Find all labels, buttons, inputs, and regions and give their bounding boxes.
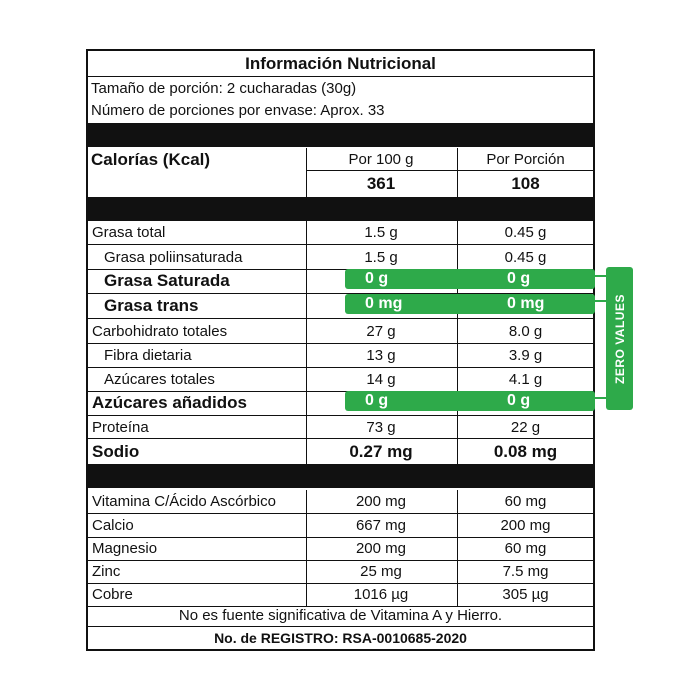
mineral-row bbox=[88, 514, 593, 537]
nutrient-per-100g: 0.27 mg bbox=[349, 442, 413, 461]
mineral-per-100g: 667 mg bbox=[355, 517, 407, 534]
nutrient-per-100g: 1.5 g bbox=[364, 223, 398, 241]
mineral-name: Vitamina C/Ácido Ascórbico bbox=[92, 493, 276, 510]
nutrient-row bbox=[88, 245, 593, 269]
footnote: No es fuente significativa de Vitamina A y Hierro. bbox=[178, 606, 503, 624]
mineral-per-serving: 7.5 mg bbox=[502, 563, 549, 580]
mineral-name: Zinc bbox=[92, 563, 121, 580]
mineral-per-100g: 25 mg bbox=[360, 563, 402, 580]
zero-highlight-bar bbox=[345, 269, 595, 289]
black-band bbox=[88, 197, 593, 221]
mineral-per-serving: 60 mg bbox=[504, 493, 547, 510]
nutrient-name: Fibra dietaria bbox=[104, 346, 192, 364]
nutrient-name: Sodio bbox=[92, 442, 140, 461]
nutrient-per-100g: 13 g bbox=[366, 346, 396, 364]
zero-highlight-bar bbox=[345, 391, 595, 411]
mineral-name: Magnesio bbox=[92, 540, 158, 557]
nutrient-per-100g: 73 g bbox=[366, 418, 396, 436]
per-serving-header: Por Porción bbox=[486, 150, 565, 168]
nutrient-name: Grasa trans bbox=[104, 296, 199, 315]
nutrient-name: Grasa poliinsaturada bbox=[104, 248, 243, 266]
nutrient-name: Carbohidrato totales bbox=[92, 322, 228, 340]
zero-values-badge-text: ZERO VALUES bbox=[612, 293, 627, 384]
nutrient-row bbox=[88, 220, 593, 244]
mineral-per-serving: 60 mg bbox=[504, 540, 547, 557]
nutrient-per-serving: 22 g bbox=[510, 418, 541, 436]
registry-number: No. de REGISTRO: RSA-0010685-2020 bbox=[214, 630, 467, 646]
zero-value-per-100g: 0 g bbox=[365, 392, 389, 409]
zero-value-per-serving: 0 mg bbox=[507, 295, 545, 312]
mineral-name: Calcio bbox=[92, 517, 134, 534]
nutrient-per-serving: 0.08 mg bbox=[493, 442, 558, 461]
zero-value-per-100g: 0 g bbox=[365, 270, 389, 287]
nutrient-per-serving: 0.45 g bbox=[504, 223, 547, 241]
zero-value-per-100g: 0 mg bbox=[365, 295, 403, 312]
mineral-row bbox=[88, 583, 593, 606]
label-title: Información Nutricional bbox=[245, 54, 436, 73]
mineral-row bbox=[88, 537, 593, 560]
nutrient-row bbox=[88, 367, 593, 391]
nutrient-row bbox=[88, 416, 593, 438]
per-100g-header: Por 100 g bbox=[348, 150, 414, 168]
mineral-name: Cobre bbox=[92, 586, 133, 603]
nutrient-row bbox=[88, 439, 593, 465]
zero-value-per-serving: 0 g bbox=[507, 392, 531, 409]
black-band bbox=[88, 464, 593, 488]
nutrient-name: Proteína bbox=[92, 418, 149, 436]
zero-values-badge bbox=[606, 267, 633, 410]
nutrient-per-100g: 14 g bbox=[366, 370, 396, 388]
nutrient-per-serving: 8.0 g bbox=[508, 322, 543, 340]
nutrition-facts-label bbox=[86, 49, 595, 651]
nutrient-name: Azúcares totales bbox=[104, 370, 215, 388]
nutrient-per-100g: 27 g bbox=[366, 322, 396, 340]
serving-size: Tamaño de porción: 2 cucharadas (30g) bbox=[91, 79, 357, 97]
zero-highlight-bar bbox=[345, 294, 595, 314]
mineral-row bbox=[88, 560, 593, 583]
black-band bbox=[88, 123, 593, 147]
nutrient-per-serving: 3.9 g bbox=[508, 346, 543, 364]
mineral-per-serving: 305 µg bbox=[502, 586, 549, 603]
nutrient-name: Grasa total bbox=[92, 223, 166, 241]
servings-per-container: Número de porciones por envase: Aprox. 33 bbox=[91, 101, 385, 119]
nutrient-row bbox=[88, 343, 593, 367]
calories-per-100g: 361 bbox=[366, 174, 396, 193]
nutrient-name: Grasa Saturada bbox=[104, 271, 230, 290]
mineral-per-100g: 200 mg bbox=[355, 493, 407, 510]
nutrient-per-100g: 1.5 g bbox=[364, 248, 398, 266]
mineral-per-100g: 1016 µg bbox=[353, 586, 409, 603]
mineral-per-serving: 200 mg bbox=[500, 517, 551, 534]
nutrient-row bbox=[88, 319, 593, 343]
calories-label: Calorías (Kcal) bbox=[91, 150, 211, 169]
zero-value-per-serving: 0 g bbox=[507, 270, 531, 287]
calories-per-serving: 108 bbox=[511, 174, 540, 193]
nutrient-name: Azúcares añadidos bbox=[92, 393, 247, 412]
mineral-per-100g: 200 mg bbox=[355, 540, 407, 557]
mineral-row bbox=[88, 490, 593, 513]
nutrient-per-serving: 4.1 g bbox=[508, 370, 543, 388]
nutrient-per-serving: 0.45 g bbox=[504, 248, 547, 266]
